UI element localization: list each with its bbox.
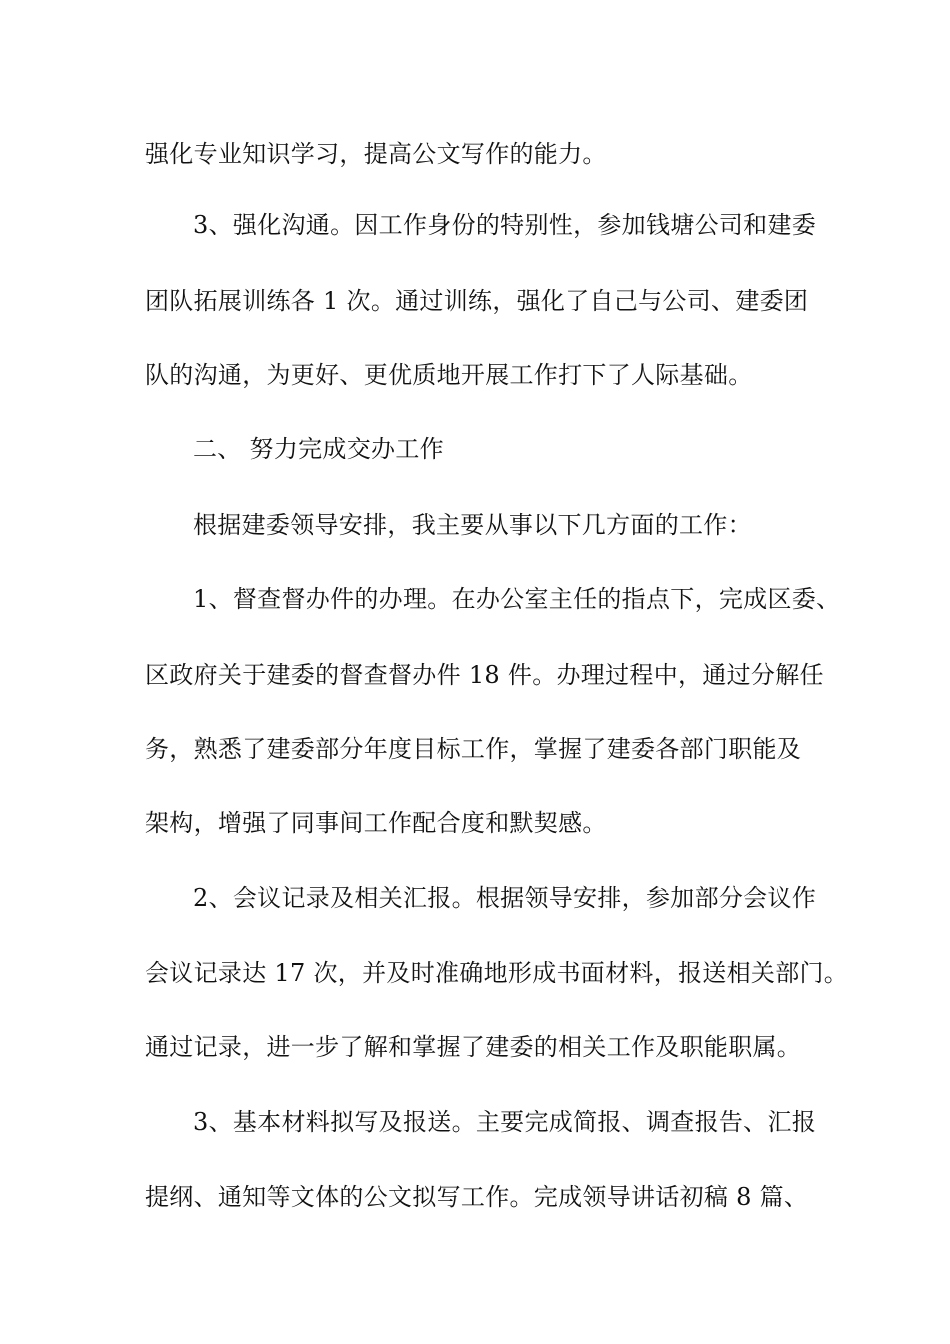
text-line: 3、基本材料拟写及报送。主要完成简报、调查报告、汇报: [193, 1108, 817, 1136]
text-line: 提纲、通知等文体的公文拟写工作。完成领导讲话初稿 8 篇、: [145, 1183, 809, 1211]
text-line: 务，熟悉了建委部分年度目标工作，掌握了建委各部门职能及: [145, 735, 802, 763]
text-line: 根据建委领导安排，我主要从事以下几方面的工作：: [193, 511, 752, 539]
text-line: 区政府关于建委的督查督办件 18 件。办理过程中，通过分解任: [145, 661, 824, 689]
text-line: 1、督查督办件的办理。在办公室主任的指点下，完成区委、: [193, 585, 841, 613]
text-line: 强化专业知识学习，提高公文写作的能力。: [145, 140, 607, 168]
text-line: 会议记录达 17 次，并及时准确地形成书面材料，报送相关部门。: [145, 959, 849, 987]
text-line: 2、会议记录及相关汇报。根据领导安排，参加部分会议作: [193, 884, 817, 912]
section-heading: 二、 努力完成交办工作: [193, 435, 444, 463]
text-line: 通过记录，进一步了解和掌握了建委的相关工作及职能职属。: [145, 1033, 802, 1061]
text-line: 3、强化沟通。因工作身份的特别性，参加钱塘公司和建委: [193, 211, 817, 239]
text-line: 架构，增强了同事间工作配合度和默契感。: [145, 809, 607, 837]
text-line: 队的沟通，为更好、更优质地开展工作打下了人际基础。: [145, 361, 753, 389]
text-line: 团队拓展训练各 1 次。通过训练，强化了自己与公司、建委团: [145, 287, 809, 315]
